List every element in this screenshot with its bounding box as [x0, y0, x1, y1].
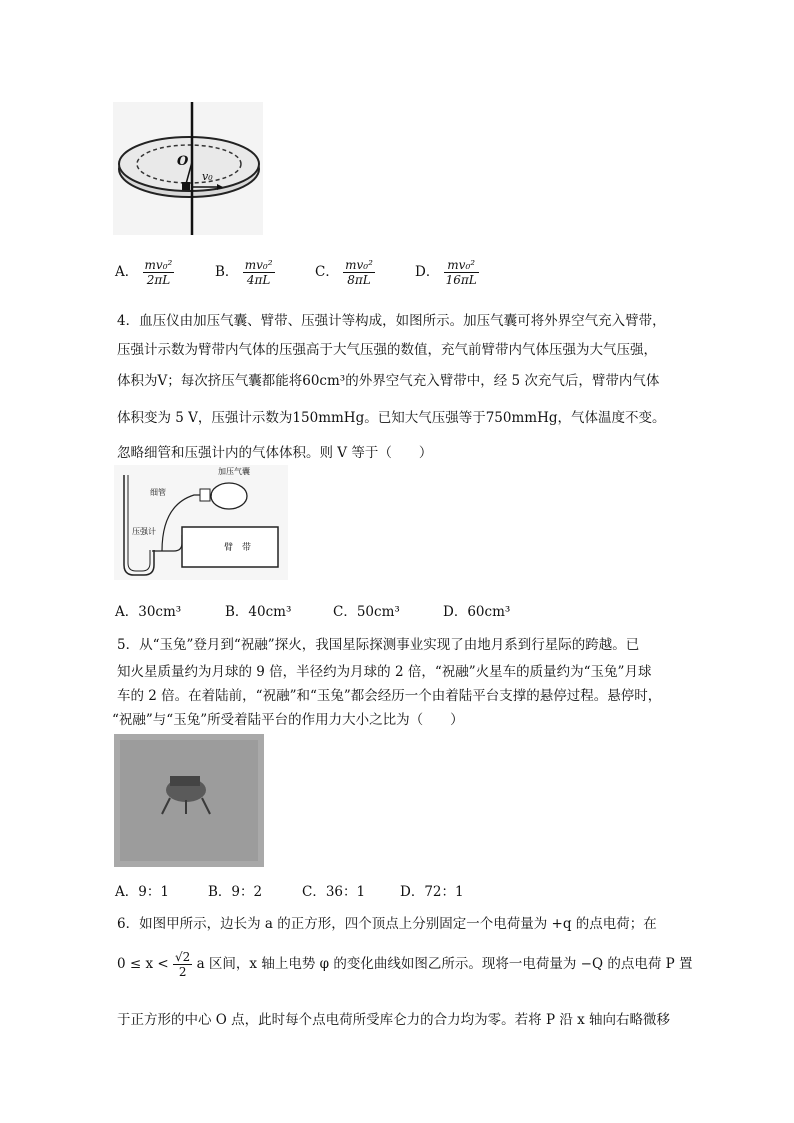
q4-option-b: B．40cm³	[225, 604, 292, 620]
q5-line-4: “祝融”与“玉兔”所受着陆平台的作用力大小之比为（ ）	[112, 712, 464, 728]
disk-figure	[113, 102, 263, 235]
q4-line-1: 4．血压仪由加压气囊、臂带、压强计等构成，如图所示。加压气囊可将外界空气充入臂带，	[117, 313, 666, 329]
q5-line-1: 5．从“玉兔”登月到“祝融”探火，我国星际探测事业实现了由地月系到行星际的跨越。已	[117, 637, 640, 653]
q5-line-2: 知火星质量约为月球的 9 倍，半径约为月球的 2 倍，“祝融”火星车的质量约为“玉兔”月球	[117, 664, 652, 680]
rover-photo	[114, 734, 264, 867]
q4-option-d: D．60cm³	[443, 604, 511, 620]
velocity-label: v₀	[202, 170, 213, 183]
q5-option-d: D．72：1	[400, 884, 464, 900]
q3-option-d: D． $\frac{\text{mv₀²}}{16\pi L}$	[415, 258, 477, 287]
q4-line-3: 体积为V；每次挤压气囊都能将60cm³的外界空气充入臂带中，经 5 次充气后，臂带内气体	[117, 373, 660, 389]
q4-line-2: 压强计示数为臂带内气体的压强高于大气压强的数值，充气前臂带内气体压强为大气压强，	[117, 342, 657, 358]
q6-line-2-suffix: a 区间，x 轴上电势 φ 的变化曲线如图乙所示。现将一电荷量为 −Q 的点电荷 P 置	[196, 956, 693, 972]
q6-line-2	[117, 950, 693, 979]
rover-illustration	[114, 734, 264, 867]
q4-option-c: C．50cm³	[333, 604, 400, 620]
q5-option-c: C．36：1	[302, 884, 366, 900]
q4-line-5: 忽略细管和压强计内的气体体积。则 V 等于（ ）	[117, 445, 433, 461]
q6-line-1: 6．如图甲所示，边长为 a 的正方形，四个顶点上分别固定一个电荷量为 +q 的点电荷；在	[117, 916, 657, 932]
center-label: O	[177, 154, 189, 169]
q4-line-4: 体积变为 5 V，压强计示数为150mmHg。已知大气压强等于750mmHg，气体温度不变。	[117, 410, 666, 426]
q4-option-a: A．30cm³	[115, 604, 182, 620]
bp-meter-figure	[114, 465, 288, 580]
tube-label: 细管	[150, 488, 166, 497]
q3-option-c: C． $\frac{\text{mv₀²}}{8\pi L}$	[315, 258, 373, 287]
bp-meter-illustration	[114, 465, 288, 580]
cuff-label: 臂 带	[224, 543, 252, 553]
q3-option-b: B． $\frac{\text{mv₀²}}{4\pi L}$	[215, 258, 273, 287]
gauge-label: 压强计	[132, 527, 156, 536]
q5-line-3: 车的 2 倍。在着陆前，“祝融”和“玉兔”都会经历一个由着陆平台支撑的悬停过程。悬停时，	[117, 688, 662, 704]
q6-inequality-prefix: 0 ≤ x <	[117, 956, 169, 972]
q6-fraction: $\frac{√2}{2}$	[175, 950, 191, 979]
q5-option-a: A．9：1	[115, 884, 169, 900]
q3-option-a: A． $\frac{\text{mv₀²}}{2\pi L}$	[115, 258, 173, 287]
bulb-label: 加压气囊	[218, 467, 250, 476]
q5-option-b: B．9：2	[208, 884, 263, 900]
q6-line-3: 于正方形的中心 O 点，此时每个点电荷所受库仑力的合力均为零。若将 P 沿 x 轴向右略微移	[117, 1012, 671, 1028]
